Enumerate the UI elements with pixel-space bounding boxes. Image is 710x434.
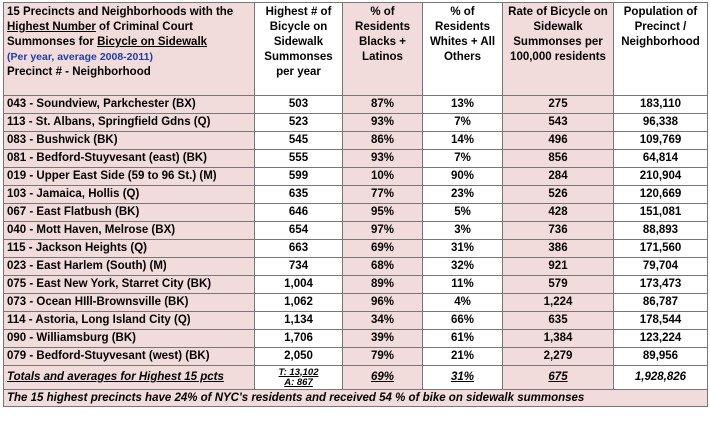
- whites-others-cell: 21%: [423, 348, 503, 366]
- subtitle: (Per year, average 2008-2011): [7, 51, 153, 63]
- precinct-name-cell: 113 - St. Albans, Springfield Gdns (Q): [4, 114, 255, 132]
- blacks-latinos-cell: 93%: [343, 150, 423, 168]
- table-row: [4, 168, 708, 186]
- footnote: The 15 highest precincts have 24% of NYC's residents and received 54 % of bike on sidewalk summonses: [4, 390, 708, 407]
- precinct-name-cell: 075 - East New York, Starret City (BK): [4, 276, 255, 294]
- blacks-latinos-cell: 79%: [343, 348, 423, 366]
- precinct-name-cell: 114 - Astoria, Long Island City (Q): [4, 312, 255, 330]
- summons-cell: 545: [255, 132, 343, 150]
- population-cell: 88,893: [614, 222, 708, 240]
- table-row: [4, 186, 708, 204]
- summons-cell: 523: [255, 114, 343, 132]
- whites-others-cell: 61%: [423, 330, 503, 348]
- table-row: [4, 114, 708, 132]
- blacks-latinos-cell: 95%: [343, 204, 423, 222]
- blacks-latinos-cell: 86%: [343, 132, 423, 150]
- rate-cell: 428: [503, 204, 614, 222]
- header-population: Population of Precinct / Neighborhood: [614, 3, 708, 96]
- header-whites-others: % of Residents Whites + All Others: [423, 3, 503, 96]
- header-row: [4, 3, 708, 96]
- blacks-latinos-cell: 93%: [343, 114, 423, 132]
- precinct-name-cell: 115 - Jackson Heights (Q): [4, 240, 255, 258]
- title-rest: of Criminal Court: [95, 21, 193, 33]
- summons-cell: 734: [255, 258, 343, 276]
- precinct-name-cell: 079 - Bedford-Stuyvesant (west) (BK): [4, 348, 255, 366]
- population-cell: 86,787: [614, 294, 708, 312]
- table-row: [4, 294, 708, 312]
- population-cell: 89,956: [614, 348, 708, 366]
- note-row: [4, 390, 708, 407]
- totals-summonses-total: T: 13,102: [278, 366, 319, 378]
- summons-cell: 503: [255, 96, 343, 114]
- population-cell: 120,669: [614, 186, 708, 204]
- rate-cell: 579: [503, 276, 614, 294]
- whites-others-cell: 31%: [423, 240, 503, 258]
- title-line-3-underlined: Bicycle on Sidewalk: [97, 36, 208, 48]
- rate-cell: 543: [503, 114, 614, 132]
- totals-row: [4, 366, 708, 390]
- blacks-latinos-cell: 68%: [343, 258, 423, 276]
- blacks-latinos-cell: 96%: [343, 294, 423, 312]
- population-cell: 171,560: [614, 240, 708, 258]
- precinct-name-cell: 103 - Jamaica, Hollis (Q): [4, 186, 255, 204]
- rate-cell: 921: [503, 258, 614, 276]
- blacks-latinos-cell: 97%: [343, 222, 423, 240]
- blacks-latinos-cell: 69%: [343, 240, 423, 258]
- summons-cell: 1,062: [255, 294, 343, 312]
- title-line-3: [7, 35, 251, 50]
- blacks-latinos-cell: 87%: [343, 96, 423, 114]
- summons-cell: 1,706: [255, 330, 343, 348]
- population-cell: 183,110: [614, 96, 708, 114]
- blacks-latinos-cell: 77%: [343, 186, 423, 204]
- rate-cell: 1,384: [503, 330, 614, 348]
- whites-others-cell: 11%: [423, 276, 503, 294]
- summons-cell: 2,050: [255, 348, 343, 366]
- summons-table: [3, 2, 708, 407]
- header-rate: Rate of Bicycle on Sidewalk Summonses per 100,000 residents: [503, 3, 614, 96]
- blacks-latinos-cell: 89%: [343, 276, 423, 294]
- summons-cell: 654: [255, 222, 343, 240]
- totals-summonses: [255, 366, 343, 390]
- title-line-1: 15 Precincts and Neighborhoods with the: [7, 6, 234, 18]
- title-underlined-part: Highest Number: [7, 21, 96, 33]
- population-cell: 96,338: [614, 114, 708, 132]
- totals-population: 1,928,826: [614, 366, 708, 390]
- whites-others-cell: 13%: [423, 96, 503, 114]
- whites-others-cell: 66%: [423, 312, 503, 330]
- header-highest-summonses: Highest # of Bicycle on Sidewalk Summonses per year: [255, 3, 343, 96]
- whites-others-cell: 7%: [423, 114, 503, 132]
- table-row: [4, 258, 708, 276]
- blacks-latinos-cell: 10%: [343, 168, 423, 186]
- rate-cell: 2,279: [503, 348, 614, 366]
- title-line-3-start: Summonses for: [7, 36, 98, 48]
- table-row: [4, 204, 708, 222]
- whites-others-cell: 5%: [423, 204, 503, 222]
- totals-rate: [503, 366, 614, 390]
- population-cell: 151,081: [614, 204, 708, 222]
- rate-cell: 635: [503, 312, 614, 330]
- totals-label: Totals and averages for Highest 15 pcts: [4, 366, 255, 390]
- whites-others-cell: 3%: [423, 222, 503, 240]
- whites-others-cell: 23%: [423, 186, 503, 204]
- rate-cell: 526: [503, 186, 614, 204]
- header-blacks-latinos: % of Residents Blacks + Latinos: [343, 3, 423, 96]
- population-cell: 210,904: [614, 168, 708, 186]
- totals-blacks-value: 69%: [370, 371, 395, 383]
- blacks-latinos-cell: 39%: [343, 330, 423, 348]
- population-cell: 109,769: [614, 132, 708, 150]
- precinct-name-cell: 040 - Mott Haven, Melrose (BX): [4, 222, 255, 240]
- blacks-latinos-cell: 34%: [343, 312, 423, 330]
- table-row: [4, 96, 708, 114]
- population-cell: 64,814: [614, 150, 708, 168]
- population-cell: 123,224: [614, 330, 708, 348]
- table-title-cell: [4, 3, 255, 96]
- precinct-name-cell: 090 - Williamsburg (BK): [4, 330, 255, 348]
- table-row: [4, 150, 708, 168]
- rate-cell: 736: [503, 222, 614, 240]
- rate-cell: 496: [503, 132, 614, 150]
- whites-others-cell: 32%: [423, 258, 503, 276]
- rate-cell: 275: [503, 96, 614, 114]
- rate-cell: 856: [503, 150, 614, 168]
- summons-cell: 1,004: [255, 276, 343, 294]
- population-cell: 79,704: [614, 258, 708, 276]
- totals-whites: [423, 366, 503, 390]
- table-row: [4, 132, 708, 150]
- totals-whites-value: 31%: [450, 371, 475, 383]
- precinct-name-cell: 043 - Soundview, Parkchester (BX): [4, 96, 255, 114]
- whites-others-cell: 14%: [423, 132, 503, 150]
- population-cell: 173,473: [614, 276, 708, 294]
- precinct-name-cell: 067 - East Flatbush (BK): [4, 204, 255, 222]
- population-cell: 178,544: [614, 312, 708, 330]
- summons-cell: 635: [255, 186, 343, 204]
- rate-cell: 1,224: [503, 294, 614, 312]
- table-row: [4, 240, 708, 258]
- title-line-2: [7, 20, 251, 35]
- precinct-label: Precinct # - Neighborhood: [7, 66, 151, 78]
- summons-cell: 646: [255, 204, 343, 222]
- precinct-name-cell: 023 - East Harlem (South) (M): [4, 258, 255, 276]
- whites-others-cell: 7%: [423, 150, 503, 168]
- table-row: [4, 312, 708, 330]
- table-row: [4, 276, 708, 294]
- precinct-name-cell: 019 - Upper East Side (59 to 96 St.) (M): [4, 168, 255, 186]
- summons-cell: 1,134: [255, 312, 343, 330]
- whites-others-cell: 4%: [423, 294, 503, 312]
- table-row: [4, 222, 708, 240]
- precinct-name-cell: 081 - Bedford-Stuyvesant (east) (BK): [4, 150, 255, 168]
- table-row: [4, 330, 708, 348]
- table-row: [4, 348, 708, 366]
- summons-cell: 599: [255, 168, 343, 186]
- totals-blacks: [343, 366, 423, 390]
- table-body: [4, 96, 708, 366]
- whites-others-cell: 90%: [423, 168, 503, 186]
- totals-summonses-average: A: 867: [284, 376, 313, 388]
- rate-cell: 284: [503, 168, 614, 186]
- totals-rate-value: 675: [548, 371, 568, 383]
- summons-cell: 663: [255, 240, 343, 258]
- rate-cell: 386: [503, 240, 614, 258]
- precinct-name-cell: 083 - Bushwick (BK): [4, 132, 255, 150]
- summons-cell: 555: [255, 150, 343, 168]
- precinct-name-cell: 073 - Ocean HIll-Brownsville (BK): [4, 294, 255, 312]
